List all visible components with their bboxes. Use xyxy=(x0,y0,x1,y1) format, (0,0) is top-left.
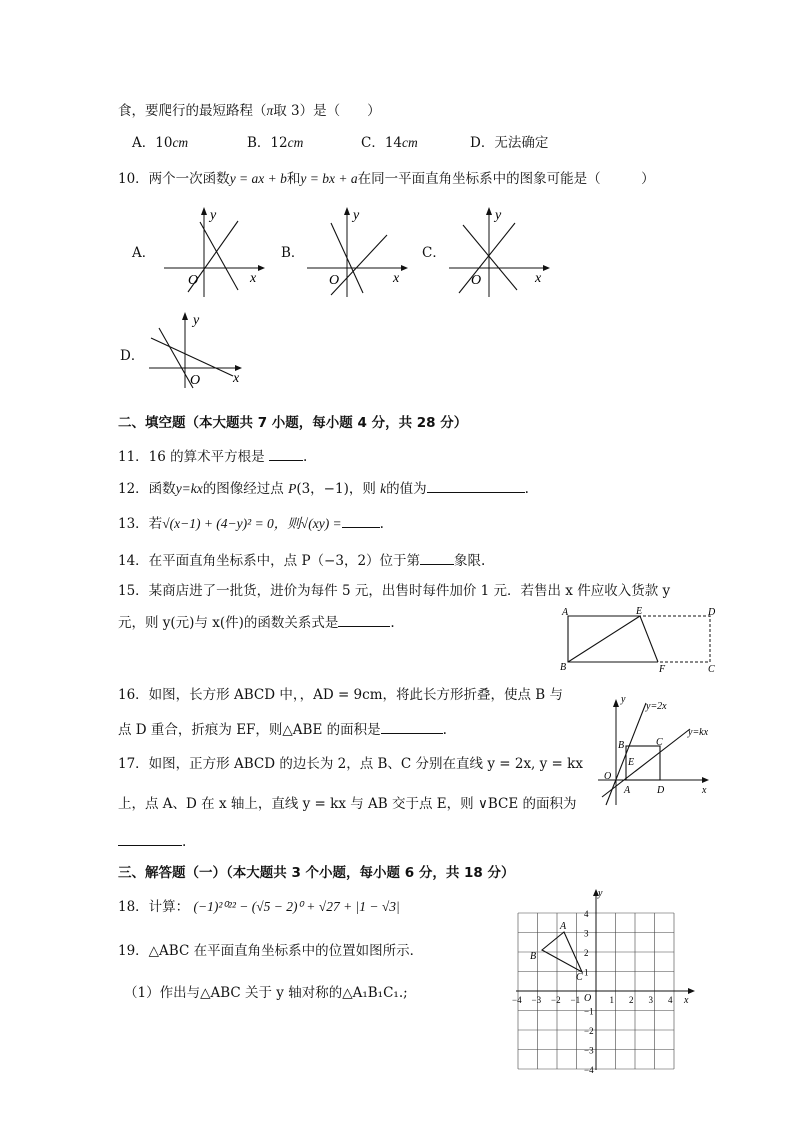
y-tick-label: −2 xyxy=(584,1026,594,1036)
svg-text:C: C xyxy=(576,972,583,983)
q9-tail-line xyxy=(118,102,381,120)
q10-graph-a[interactable] xyxy=(160,205,270,300)
q10-option-c-label[interactable]: C． xyxy=(422,245,446,261)
q13-answer-blank[interactable] xyxy=(342,513,380,528)
svg-text:F: F xyxy=(659,664,666,675)
q16-answer-blank[interactable] xyxy=(381,719,443,734)
q19-part1: （1）作出与△ABC 关于 y 轴对称的△A₁B₁C₁.; xyxy=(124,985,408,1001)
q10-option-b-label[interactable]: B． xyxy=(281,245,305,261)
origin-label: O xyxy=(329,273,340,288)
y-axis-label: y xyxy=(193,313,200,328)
q14: 14．在平面直角坐标系中，点 P（−3，2）位于第 象限. xyxy=(118,550,485,570)
q9-option-c[interactable]: C．14cm xyxy=(361,135,418,151)
svg-text:B: B xyxy=(618,740,625,751)
svg-text:C: C xyxy=(656,737,663,748)
q16-line1: 16．如图，长方形 ABCD 中，，AD = 9cm，将此长方形折叠，使点 B 与 xyxy=(118,687,564,703)
q19-line1: 19．△ABC 在平面直角坐标系中的位置如图所示． xyxy=(118,943,424,959)
x-tick-label: 1 xyxy=(609,995,614,1005)
q9-option-d[interactable]: D．无法确定 xyxy=(470,135,549,151)
q18: 18．计算： (−1)²⁰²² − (√5 − 2)⁰ + √27 + |1 − √3| xyxy=(118,899,400,915)
svg-text:y: y xyxy=(621,694,626,705)
svg-text:E: E xyxy=(636,606,643,617)
fig17-square-on-lines xyxy=(590,693,720,808)
svg-text:B: B xyxy=(530,951,537,962)
x-tick-label: 3 xyxy=(648,995,653,1005)
q11: 11．16 的算术平方根是 . xyxy=(118,446,307,466)
origin-label: O xyxy=(471,273,482,288)
q10-graph-d[interactable] xyxy=(145,310,255,390)
q9-tail2: 取 3）是（ ） xyxy=(273,103,381,119)
x-tick-label: −1 xyxy=(570,995,581,1005)
q17-line1: 17．如图，正方形 ABCD 的边长为 2，点 B、C 分别在直线 y = 2x, y = kx xyxy=(118,756,583,772)
x-tick-label: −4 xyxy=(512,995,522,1005)
svg-text:E: E xyxy=(628,757,635,768)
svg-text:x: x xyxy=(702,785,707,796)
x-axis-label: x xyxy=(393,271,400,286)
q15-line1: 15．某商店进了一批货，进价为每件 5 元，出售时每件加价 1 元．若售出 x 件应收入货款 y xyxy=(118,583,671,599)
svg-text:D: D xyxy=(708,607,716,618)
y-axis-label: y xyxy=(353,208,360,223)
svg-text:x: x xyxy=(684,995,689,1006)
y-tick-label: 4 xyxy=(584,909,589,919)
y-axis-label: y xyxy=(495,208,502,223)
x-axis-label: x xyxy=(535,271,542,286)
y-tick-label: 3 xyxy=(584,928,589,939)
section3-title: 三、解答题（一）（本大题共 3 个小题，每小题 6 分，共 18 分） xyxy=(118,865,515,881)
svg-text:O: O xyxy=(604,771,612,782)
q9-tail: 食，要爬行的最短路程（ xyxy=(118,103,267,119)
y-axis-label: y xyxy=(210,208,217,223)
svg-text:y=kx: y=kx xyxy=(688,727,709,738)
y-tick-label: 2 xyxy=(584,948,589,958)
svg-text:A: A xyxy=(560,921,567,932)
x-tick-label: 4 xyxy=(668,995,673,1005)
pi-symbol: π xyxy=(266,103,274,118)
q16-line2: 点 D 重合，折痕为 EF，则△ABE 的面积是 . xyxy=(118,719,447,739)
q10-graph-c[interactable] xyxy=(445,205,555,300)
x-axis-label: x xyxy=(250,271,257,286)
svg-text:y: y xyxy=(598,888,603,899)
fig15-folded-rectangle xyxy=(558,604,723,676)
q12-answer-blank[interactable] xyxy=(427,478,525,493)
q15-line2: 元，则 y(元)与 x(件)的函数关系式是 . xyxy=(118,612,395,632)
section2-title: 二、填空题（本大题共 7 小题，每小题 4 分，共 28 分） xyxy=(118,415,468,431)
svg-text:A: A xyxy=(624,785,631,796)
q14-answer-blank[interactable] xyxy=(420,550,454,565)
q10-graph-b[interactable] xyxy=(303,205,413,300)
x-tick-label: −3 xyxy=(531,995,542,1005)
x-tick-label: 2 xyxy=(629,995,634,1005)
fig19-coordinate-grid xyxy=(512,888,697,1073)
q13: 13．若√(x−1) + (4−y)² = 0，则√(xy) = . xyxy=(118,513,384,533)
q9-option-b[interactable]: B．12cm xyxy=(247,135,304,151)
x-tick-label: −2 xyxy=(551,995,561,1005)
q17-line3: . xyxy=(118,831,186,851)
q17-answer-blank[interactable] xyxy=(118,831,182,846)
q10-option-d-label[interactable]: D． xyxy=(120,348,145,364)
q17-line2: 上，点 A、D 在 x 轴上，直线 y = kx 与 AB 交于点 E，则 ∨BCE 的面积为 xyxy=(118,796,577,812)
q9-option-a[interactable]: A．10cm xyxy=(132,135,189,151)
svg-text:y=2x: y=2x xyxy=(646,701,667,712)
q10-stem: 10．两个一次函数y = ax + b和y = bx + a在同一平面直角坐标系中的图象可能是（ ） xyxy=(118,171,655,187)
svg-text:A: A xyxy=(562,607,569,618)
y-tick-label: 1 xyxy=(584,967,589,978)
svg-text:D: D xyxy=(657,785,665,796)
origin-label: O xyxy=(190,373,201,388)
q15-answer-blank[interactable] xyxy=(338,612,390,627)
svg-text:C: C xyxy=(708,664,715,675)
svg-text:B: B xyxy=(560,662,567,673)
origin-label: O xyxy=(188,273,199,288)
q11-answer-blank[interactable] xyxy=(269,446,303,461)
y-tick-label: −3 xyxy=(584,1045,594,1056)
q12: 12．函数y=kx的图像经过点 P(3，−1)，则 k的值为 . xyxy=(118,478,529,498)
y-tick-label: −1 xyxy=(584,1006,594,1017)
x-axis-label: x xyxy=(233,371,240,386)
y-tick-label: −4 xyxy=(584,1065,594,1075)
svg-text:O: O xyxy=(584,993,592,1004)
q10-option-a-label[interactable]: A． xyxy=(132,245,156,261)
